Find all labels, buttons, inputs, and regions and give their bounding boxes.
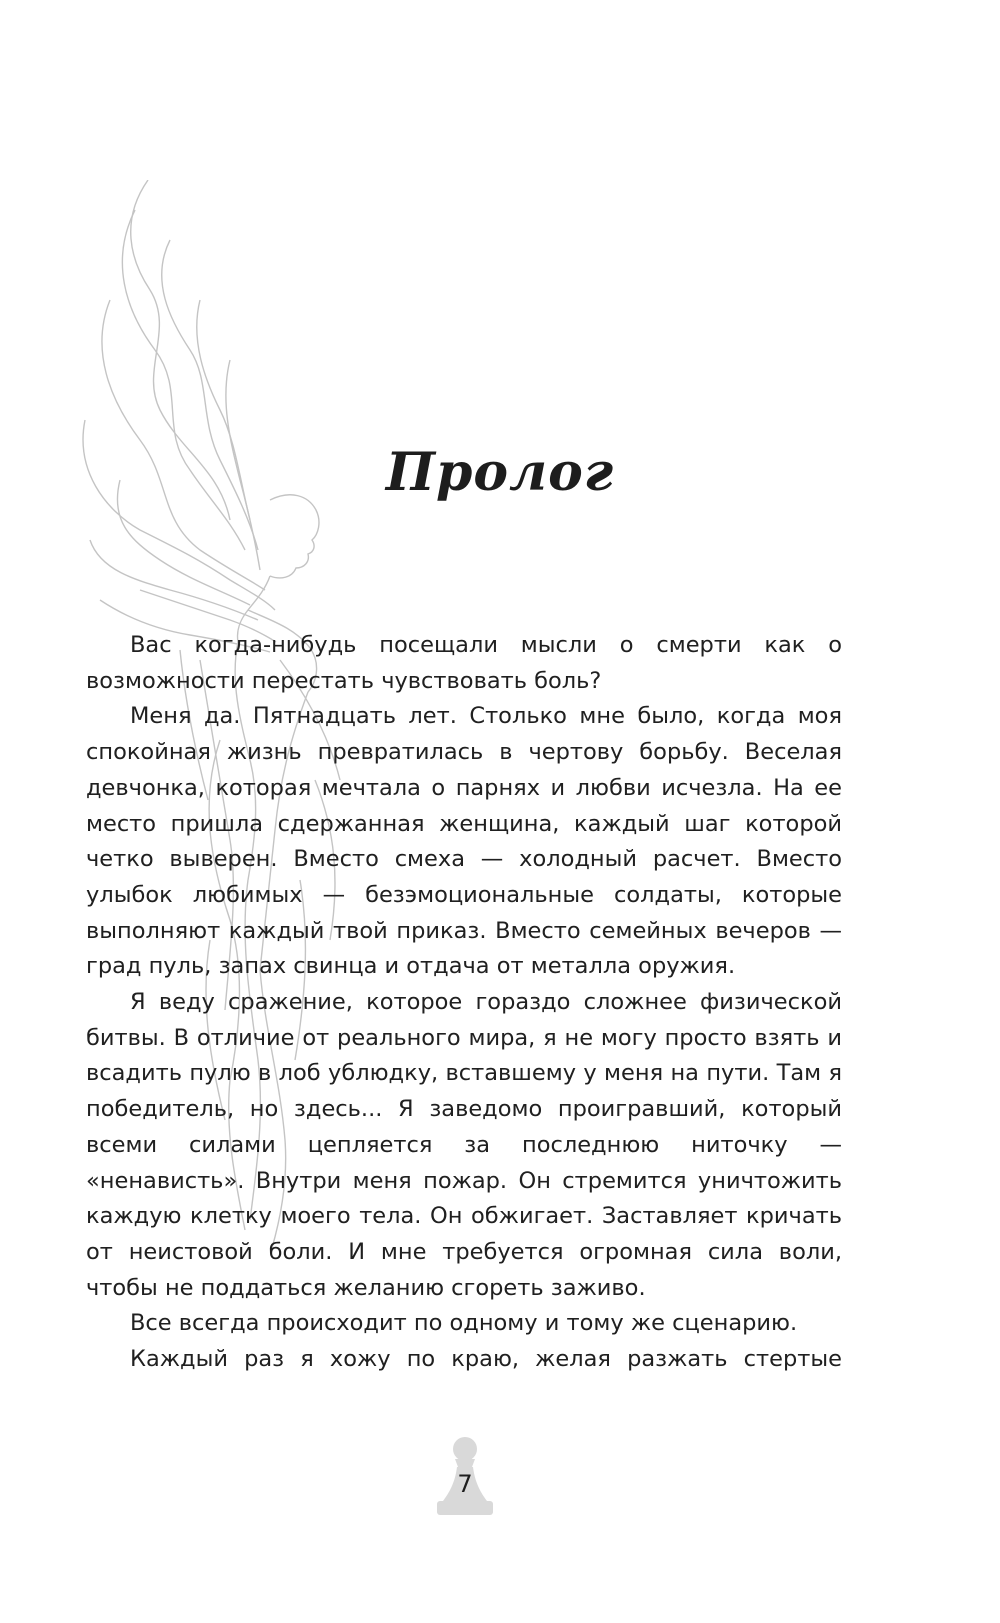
paragraph: Каждый раз я хожу по краю, желая разжать стертые xyxy=(130,1346,842,1373)
chapter-title: Пролог xyxy=(385,442,615,503)
paragraph: Меня да. Пятнадцать лет. Столько мне было, когда моя спокойная жизнь превратилась в чертову борьбу. Веселая девчонка, которая мечтала о парнях и любви исчезла. На ее место пришла сдержанная женщина, каждый шаг которой четко выверен. Вместо смеха — холодный расчет. Вместо улыбок любимых — безэмоциональные солдаты, которые выполняют каждый твой приказ. Вместо семейных вечеров — град пуль, запах свинца и отдача от металла оружия. xyxy=(86,703,842,980)
paragraph: Я веду сражение, которое гораздо сложнее физической битвы. В отличие от реального мира, я не могу просто взять и всадить пулю в лоб ублюдку, вставшему у меня на пути. Там я победитель, но здесь... Я заведомо проигравший, который всеми силами цепляется за последнюю ниточку — «ненависть». Внутри меня пожар. Он стремится уничтожить каждую клетку моего тела. Он обжигает. Заставляет кричать от неистовой боли. И мне требуется огромная сила воли, чтобы не поддаться желанию сгореть заживо. xyxy=(86,989,842,1301)
page-number: 7 xyxy=(457,1470,473,1498)
body-text xyxy=(86,628,842,1378)
paragraph: Все всегда происходит по одному и тому же сценарию. xyxy=(130,1310,798,1337)
paragraph: Вас когда-нибудь посещали мысли о смерти как о возможности перестать чувствовать боль? xyxy=(86,632,842,694)
